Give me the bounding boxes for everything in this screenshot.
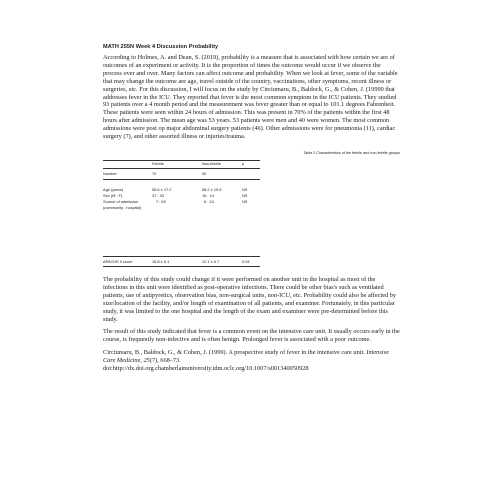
intro-paragraph: According to Holmes, A. and Dean, S. (2019), probability is a measure that is associated with how certain we are of outcomes of an experiment or activity. It is the proportion of times the outcome would occur if we observe the process over and over. Many factors can affect outcome and probability. When we look at fever, some of the variable that may change the outcome are age, travel outside of the country, vaccinations, other symptoms, recent illness or surgeries, etc. For this discussion, I will focus on the study by Circiumaru, B., Baldock, G., & Cohen, J. (19990 that addresses fever in the ICU. They reported that fever is the most common symptom in the ICU patients. They studied 93 patients over a 4 month period and the measurement was fever greater than or equal to 101.1 degrees Fahrenheit. These patients were seen within 24 hours of admission. This was present in 70% of the patients within the first 48 hours after admission. The mean age was 53 years. 53 patients were men and 40 were women. The most common admissions were post op major abdominal surgery patients (46). Other admissions were for pneumonia (11), cardiac surgery (7), and other assorted illness or injuries/trauma. bbox=[103, 54, 398, 141]
sex-row-label: Sex (M : F) bbox=[103, 192, 123, 198]
header-non-febrile: Non-febrile bbox=[202, 160, 222, 166]
sex-p: NS bbox=[242, 192, 248, 198]
document-body bbox=[103, 44, 400, 373]
citation bbox=[103, 349, 400, 373]
source-non-febrile: 6 : 24 bbox=[204, 198, 214, 204]
document-heading: MATH 255N Week 4 Discussion Probability bbox=[103, 44, 219, 50]
age-non-febrile: 58.2 ± 15.5 bbox=[202, 186, 222, 192]
table-bottom-rule bbox=[103, 266, 260, 267]
citation-authors-title: Circiumaru, B., Baldock, G., & Cohen, J. (1999). A prospective study of fever in the intensive care unit. bbox=[103, 349, 367, 357]
source-row-label: Source of admission bbox=[103, 198, 139, 204]
table-top-rule bbox=[103, 160, 260, 161]
number-febrile: 70 bbox=[152, 170, 157, 176]
apache-p: 0.04 bbox=[242, 258, 250, 264]
table-apache-top-rule bbox=[103, 256, 260, 257]
characteristics-table bbox=[103, 160, 400, 270]
citation-issue-pages: (7), 668–73. bbox=[149, 357, 181, 365]
bias-paragraph: The probability of this study could change if it were performed on another unit in the hospital as most of the infections in this unit were identified as post-operative infections. There could be other bias's such as ventilated patients, use of antipyretics, observation bias, non-surgical units, non-ICU, etc. Probability could also be affected by size/location of the facility, and/or length of examination of all patients, and examiner. Fortunately, in this particular study, it was limited to the one hospital and the length of the exam and examiner were pre-determined before this study. bbox=[103, 275, 397, 323]
citation-journal: Intensive Care Medicine, 25 bbox=[103, 349, 390, 365]
table-caption: Table 2 Characteristics of the febrile and non-febrile groups bbox=[303, 150, 400, 155]
number-row-label: Number bbox=[103, 170, 117, 176]
number-non-febrile: 30 bbox=[202, 170, 207, 176]
source-febrile: 7 : 63 bbox=[156, 198, 166, 204]
table-number-rule bbox=[103, 179, 260, 180]
source-row-label-continued: (community : hospital) bbox=[103, 204, 142, 210]
header-febrile: Febrile bbox=[152, 160, 164, 166]
age-febrile: 55.6 ± 17.2 bbox=[152, 186, 172, 192]
apache-row-label: APACHE II score bbox=[103, 258, 133, 264]
source-p: NS bbox=[242, 198, 248, 204]
sex-non-febrile: 16 : 14 bbox=[202, 192, 214, 198]
header-p: p bbox=[242, 160, 245, 166]
age-p: NS bbox=[242, 186, 248, 192]
citation-doi[interactable]: doi:http://dx.doi.org.chamberlainuniversity.idm.oclc.org/10.1007/s001340050928 bbox=[103, 365, 309, 373]
apache-non-febrile: 12.1 ± 6.7 bbox=[202, 258, 220, 264]
age-row-label: Age (years) bbox=[103, 186, 124, 192]
table-header-rule bbox=[103, 168, 260, 169]
sex-febrile: 37 : 33 bbox=[152, 192, 164, 198]
apache-febrile: 15.8 ± 6.1 bbox=[152, 258, 170, 264]
result-paragraph: The result of this study indicated that fever is a common event on the intensive care unit. It usually occurs early in the course, is frequently non-infective and is often benign. Prolonged fever is associated with a poor outcome. bbox=[103, 328, 400, 344]
